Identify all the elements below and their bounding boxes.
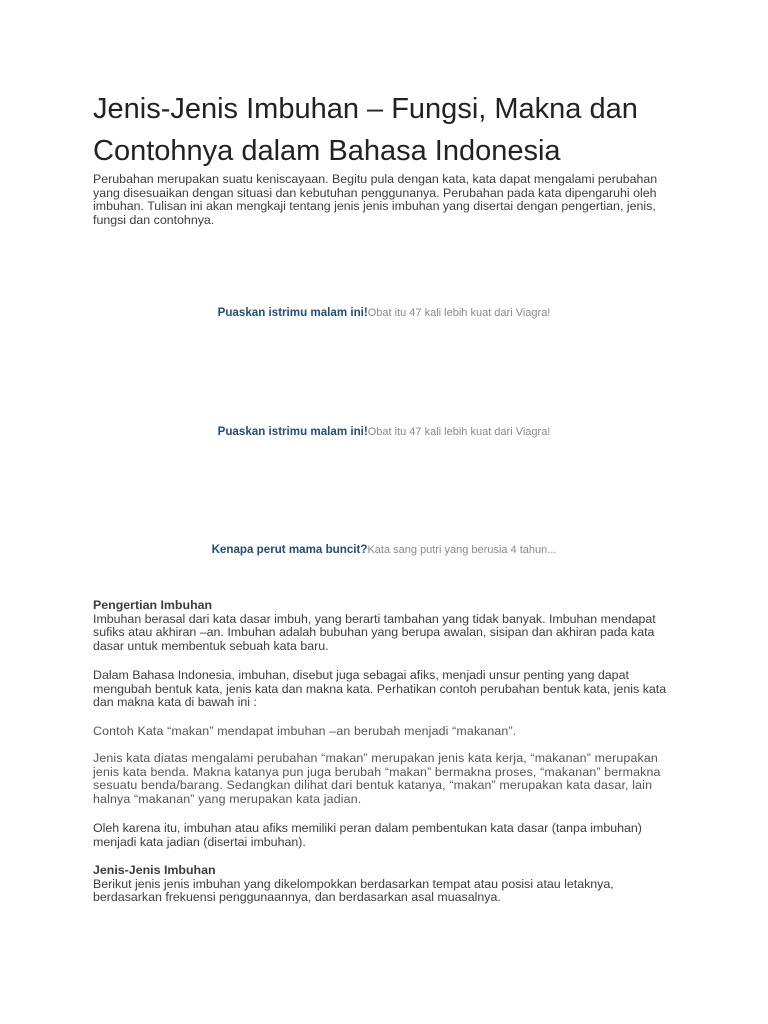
section-jenis-jenis [93, 864, 678, 905]
paragraph-jenis-kata: Jenis kata diatas mengalami perubahan “makan” merupakan jenis kata kerja, “makanan” merupakan jenis kata benda. Makna katanya pun juga berubah “makan” bermakna proses, “makanan” bermakna sesuatu benda/barang. Sedangkan dilihat dari bentuk katanya, “makan” merupakan kata dasar, lain halnya “makanan” yang merupakan kata jadian. [93, 751, 661, 806]
intro-paragraph: Perubahan merupakan suatu keniscayaan. Begitu pula dengan kata, kata dapat mengalami perubahan yang disesuaikan dengan situasi dan kebutuhan penggunanya. Perubahan pada kata dipengaruhi oleh imbuhan. Tulisan ini akan mengkaji tentang jenis jenis imbuhan yang disertai dengan pengertian, jenis, fungsi dan contohnya. [93, 172, 658, 227]
section-pengertian [93, 599, 678, 653]
ad-text[interactable]: Obat itu 47 kali lebih kuat dari Viagra! [367, 307, 551, 319]
ad-link[interactable]: Puaskan istrimu malam ini! [217, 425, 368, 438]
ad-link[interactable]: Puaskan istrimu malam ini! [217, 306, 368, 319]
paragraph-oleh-karena: Oleh karena itu, imbuhan atau afiks memiliki peran dalam pembentukan kata dasar (tanpa imbuhan) menjadi kata jadian (disertai imbuhan). [93, 821, 642, 849]
ad-link[interactable]: Kenapa perut mama buncit? [211, 543, 368, 556]
ad-banner-3[interactable] [0, 543, 768, 557]
section-body: Berikut jenis jenis imbuhan yang dikelompokkan berdasarkan tempat atau posisi atau letaknya, berdasarkan frekuensi penggunaannya, dan berdasarkan asal muasalnya. [93, 876, 614, 905]
ad-text[interactable]: Kata sang putri yang berusia 4 tahun... [367, 544, 557, 556]
article-title: Jenis-Jenis Imbuhan – Fungsi, Makna dan Contohnya dalam Bahasa Indonesia [93, 93, 638, 167]
paragraph-contoh: Contoh Kata “makan” mendapat imbuhan –an berubah menjadi “makanan”. [93, 724, 517, 738]
section-heading: Jenis-Jenis Imbuhan [93, 863, 216, 877]
paragraph-bahasa: Dalam Bahasa Indonesia, imbuhan, disebut juga sebagai afiks, menjadi unsur penting yang dapat mengubah bentuk kata, jenis kata dan makna kata. Perhatikan contoh perubahan bentuk kata, jenis kata dan makna kata di bawah ini : [93, 668, 667, 710]
ad-text[interactable]: Obat itu 47 kali lebih kuat dari Viagra! [367, 426, 551, 438]
section-body: Imbuhan berasal dari kata dasar imbuh, yang berarti tambahan yang tidak banyak. Imbuhan mendapat sufiks atau akhiran –an. Imbuhan adalah bubuhan yang berupa awalan, sisipan dan akhiran pada kata dasar untuk membentuk sebuah kata baru. [93, 611, 656, 653]
ad-banner-1[interactable] [0, 306, 768, 320]
section-heading: Pengertian Imbuhan [93, 598, 213, 612]
ad-banner-2[interactable] [0, 425, 768, 439]
